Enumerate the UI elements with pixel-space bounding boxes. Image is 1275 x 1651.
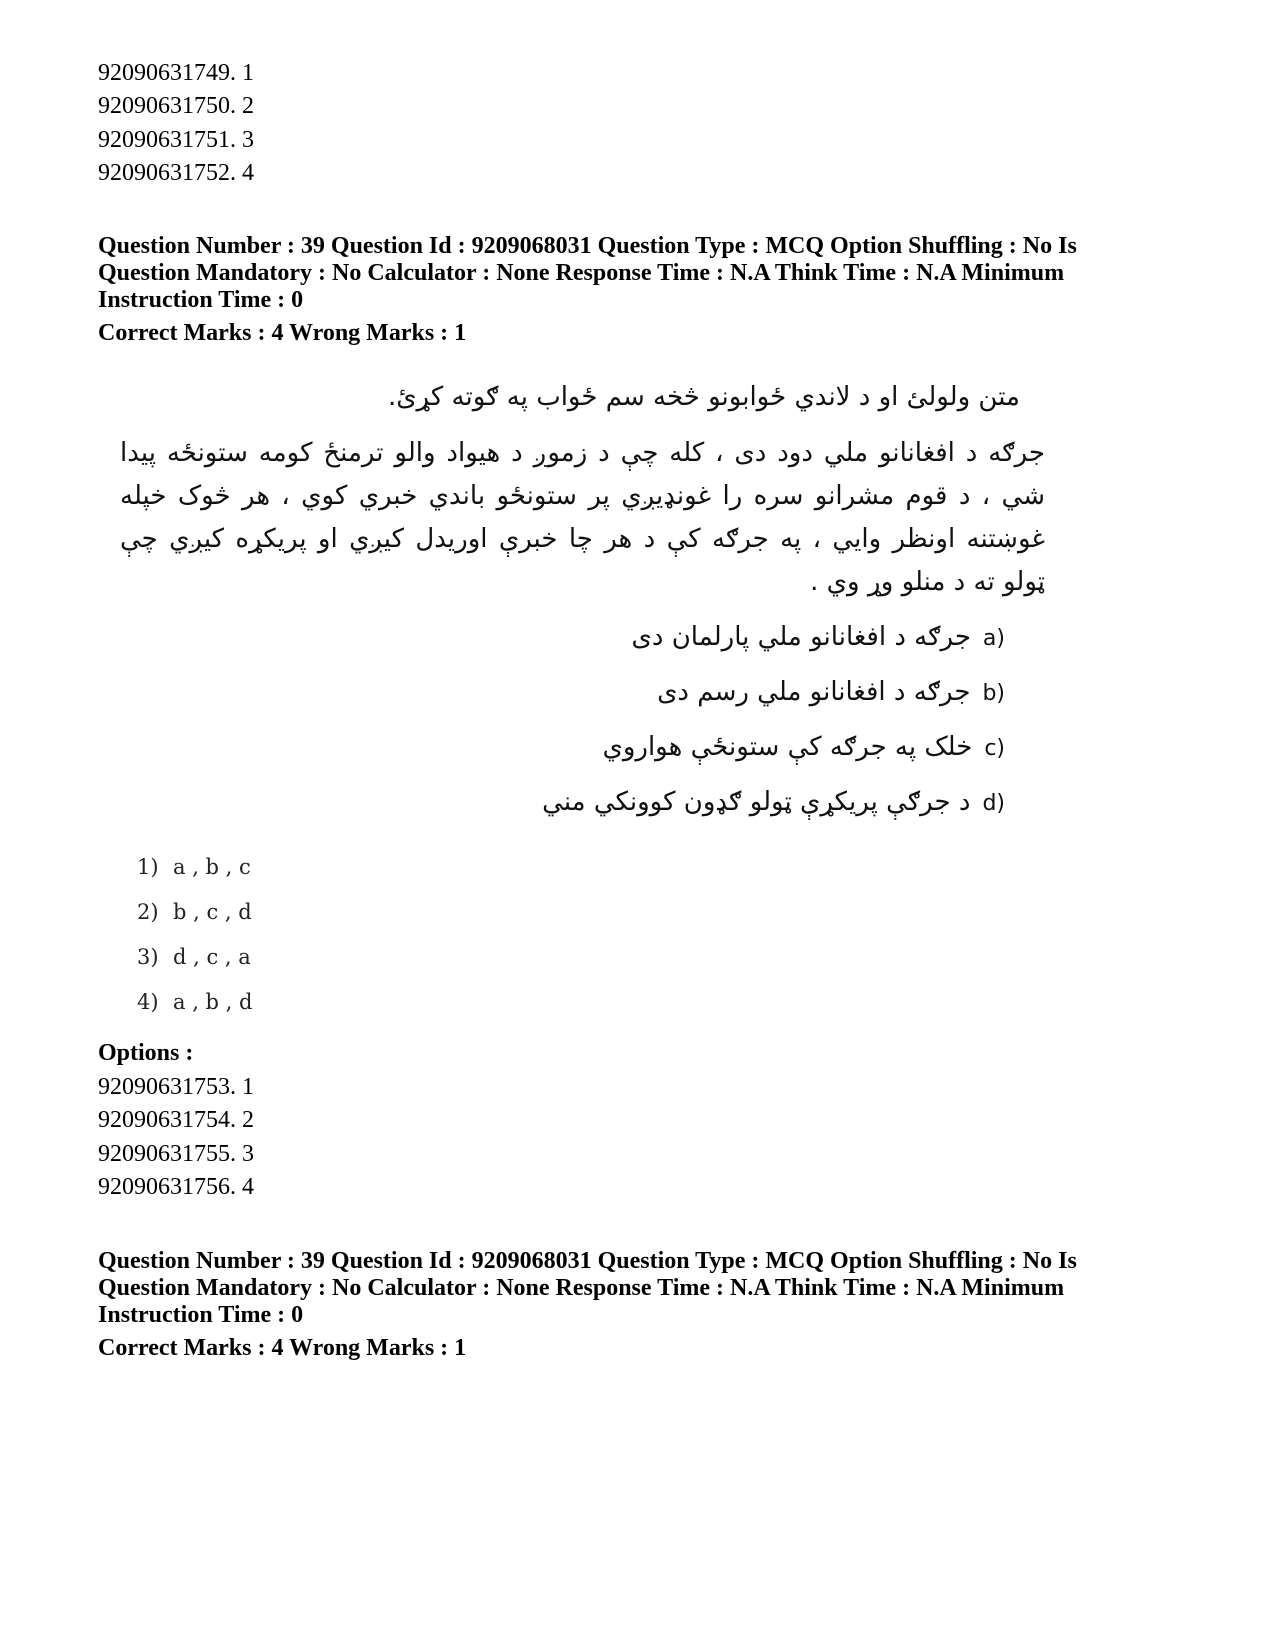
next-question-meta-line-1: Question Number : 39 Question Id : 9209068031 Question Type : MCQ Option Shuffling : No Is xyxy=(98,1248,1077,1274)
answer-choice-3 xyxy=(137,943,251,971)
answer-number: 4) xyxy=(137,990,159,1014)
statement-letter: d) xyxy=(982,791,1005,816)
prev-option-4: 92090631752. 4 xyxy=(98,160,254,186)
statement-text: د جرګې پریکړې ټولو ګډون کوونکي مني xyxy=(542,787,971,817)
option-1: 92090631753. 1 xyxy=(98,1074,254,1100)
answer-number: 3) xyxy=(137,945,159,969)
statement-letter: b) xyxy=(982,681,1005,706)
statement-text: جرګه د افغانانو ملي رسم دی xyxy=(657,677,971,707)
question-marks: Correct Marks : 4 Wrong Marks : 1 xyxy=(98,320,467,346)
answer-text: d , c , a xyxy=(173,945,251,969)
statement-text: جرګه د افغانانو ملي پارلمان دی xyxy=(631,622,971,652)
question-passage: جرګه د افغانانو ملي دود دی ، کله چې د زموږ د هیواد والو ترمنځ کومه ستونځه پیدا شي ، د قوم مشرانو سره را غونډیږي پر ستونځو باندي خبري کوي ، هر څوک خپله غوښتنه اونظر وايي ، په جرګه کې د هر چا خبرې اوریدل کیږي او پریکړه کیږي چې ټولو ته د منلو وړ وي . xyxy=(120,438,1045,597)
statement-text: خلک په جرګه کې ستونځې هواروي xyxy=(602,732,973,762)
next-question-meta-line-3: Instruction Time : 0 xyxy=(98,1302,304,1328)
option-3: 92090631755. 3 xyxy=(98,1141,254,1167)
options-label: Options : xyxy=(98,1040,194,1066)
question-meta-line-3: Instruction Time : 0 xyxy=(98,287,304,313)
question-meta-line-2: Question Mandatory : No Calculator : None Response Time : N.A Think Time : N.A Minimum xyxy=(98,260,1065,286)
next-question-meta-line-2: Question Mandatory : No Calculator : None Response Time : N.A Think Time : N.A Minimum xyxy=(98,1275,1065,1301)
prev-option-2: 92090631750. 2 xyxy=(98,93,254,119)
statement-a xyxy=(632,620,1005,656)
statement-b xyxy=(657,675,1005,711)
next-question-marks: Correct Marks : 4 Wrong Marks : 1 xyxy=(98,1335,467,1361)
answer-choice-4 xyxy=(137,988,252,1016)
question-instruction: متن ولولئ او د لاندي ځوابونو څخه سم ځواب په ګوته کړئ. xyxy=(387,382,1020,412)
prev-option-3: 92090631751. 3 xyxy=(98,127,254,153)
answer-number: 2) xyxy=(137,900,159,924)
answer-text: a , b , d xyxy=(173,990,253,1014)
prev-option-1: 92090631749. 1 xyxy=(98,60,254,86)
statement-letter: a) xyxy=(982,626,1005,651)
statement-d xyxy=(542,785,1005,821)
statement-c xyxy=(602,730,1005,766)
question-meta-line-1: Question Number : 39 Question Id : 9209068031 Question Type : MCQ Option Shuffling : No Is xyxy=(98,233,1077,259)
answer-choice-1 xyxy=(137,853,251,881)
answer-text: a , b , c xyxy=(173,855,251,879)
option-2: 92090631754. 2 xyxy=(98,1107,254,1133)
answer-choice-2 xyxy=(137,898,252,926)
answer-number: 1) xyxy=(137,855,159,879)
answer-text: b , c , d xyxy=(173,900,252,924)
option-4: 92090631756. 4 xyxy=(98,1174,254,1200)
statement-letter: c) xyxy=(984,736,1005,761)
